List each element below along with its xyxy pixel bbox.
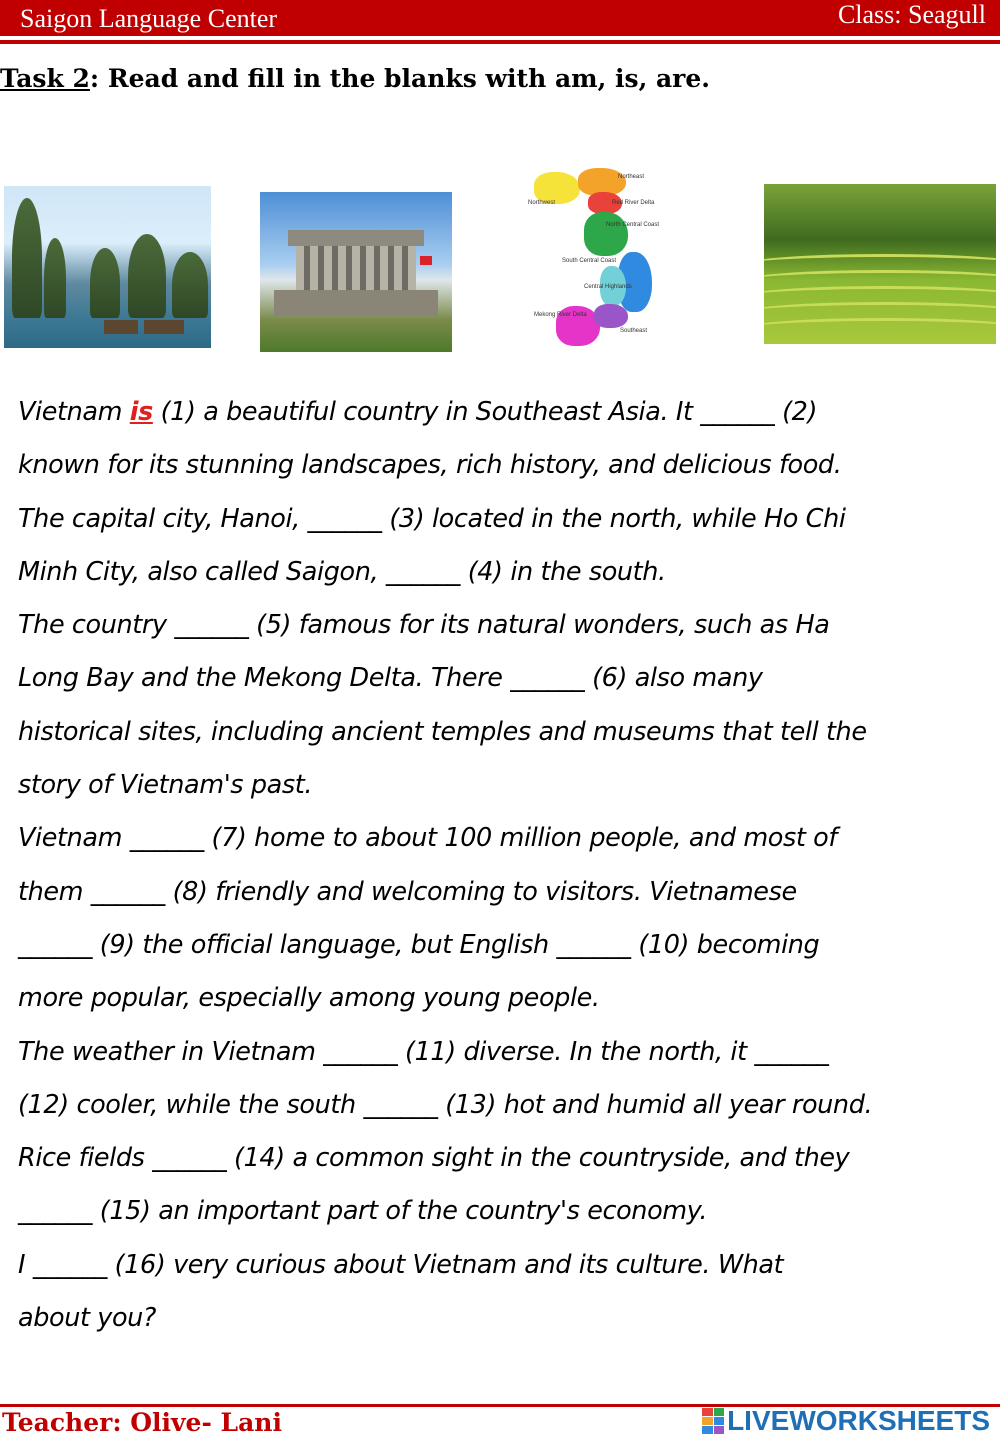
passage-line: Minh City, also called Saigon, ______ (4) in the south. bbox=[18, 556, 666, 587]
passage-line: (12) cooler, while the south ______ (13) hot and humid all year round. bbox=[18, 1089, 873, 1120]
task-label: Task 2 bbox=[0, 64, 90, 93]
passage-line: I ______ (16) very curious about Vietnam and its culture. What bbox=[18, 1249, 784, 1280]
map-label: South Central Coast bbox=[562, 258, 617, 264]
passage-line: story of Vietnam's past. bbox=[18, 770, 313, 801]
passage-line: ______ (15) an important part of the country's economy. bbox=[18, 1196, 708, 1227]
liveworksheets-logo[interactable] bbox=[702, 1404, 990, 1438]
passage-line: Long Bay and the Mekong Delta. There ______ (6) also many bbox=[18, 663, 763, 694]
passage-line: them ______ (8) friendly and welcoming to visitors. Vietnamese bbox=[18, 876, 797, 907]
passage-line: The capital city, Hanoi, ______ (3) located in the north, while Ho Chi bbox=[18, 503, 846, 534]
passage-line: more popular, especially among young people. bbox=[18, 983, 600, 1014]
map-label: Northwest bbox=[528, 200, 556, 206]
brand-name: LIVEWORKSHEETS bbox=[727, 1405, 990, 1436]
rice-terraces-image bbox=[764, 184, 996, 344]
passage-line: ______ (9) the official language, but English ______ (10) becoming bbox=[18, 929, 820, 960]
passage-line: Vietnam ______ (7) home to about 100 million people, and most of bbox=[18, 823, 837, 854]
task-instruction: : Read and fill in the blanks with am, is, are. bbox=[89, 64, 710, 93]
map-label: Northeast bbox=[618, 174, 645, 180]
passage-line: Vietnam is (1) a beautiful country in Southeast Asia. It ______ (2) bbox=[18, 397, 818, 427]
ha-long-bay-image bbox=[4, 186, 211, 348]
class-label: Class: Seagull bbox=[837, 0, 986, 29]
map-label: Central Highlands bbox=[584, 284, 632, 290]
map-label: Southeast bbox=[620, 328, 648, 334]
map-label: Mekong River Delta bbox=[534, 312, 587, 318]
reading-passage bbox=[18, 386, 993, 1345]
passage-line: The weather in Vietnam ______ (11) diverse. In the north, it ______ bbox=[18, 1036, 829, 1067]
passage-line: known for its stunning landscapes, rich history, and delicious food. bbox=[18, 450, 842, 481]
passage-line: about you? bbox=[18, 1303, 157, 1334]
passage-line: Rice fields ______ (14) a common sight in the countryside, and they bbox=[18, 1143, 850, 1174]
map-label: Red River Delta bbox=[612, 200, 655, 206]
header-divider bbox=[0, 40, 1000, 44]
passage-line: historical sites, including ancient temples and museums that tell the bbox=[18, 716, 867, 747]
school-name: Saigon Language Center bbox=[20, 4, 278, 33]
vietnam-regions-map bbox=[528, 166, 662, 352]
passage-line: The country ______ (5) famous for its natural wonders, such as Ha bbox=[18, 610, 830, 641]
teacher-name: Teacher: Olive- Lani bbox=[2, 1408, 282, 1437]
liveworksheets-icon bbox=[702, 1408, 724, 1434]
mausoleum-image bbox=[260, 192, 452, 352]
task-title bbox=[0, 64, 710, 93]
header-bar bbox=[0, 0, 1000, 36]
answer-blank-1[interactable]: is bbox=[129, 397, 153, 427]
map-label: North Central Coast bbox=[606, 222, 660, 228]
